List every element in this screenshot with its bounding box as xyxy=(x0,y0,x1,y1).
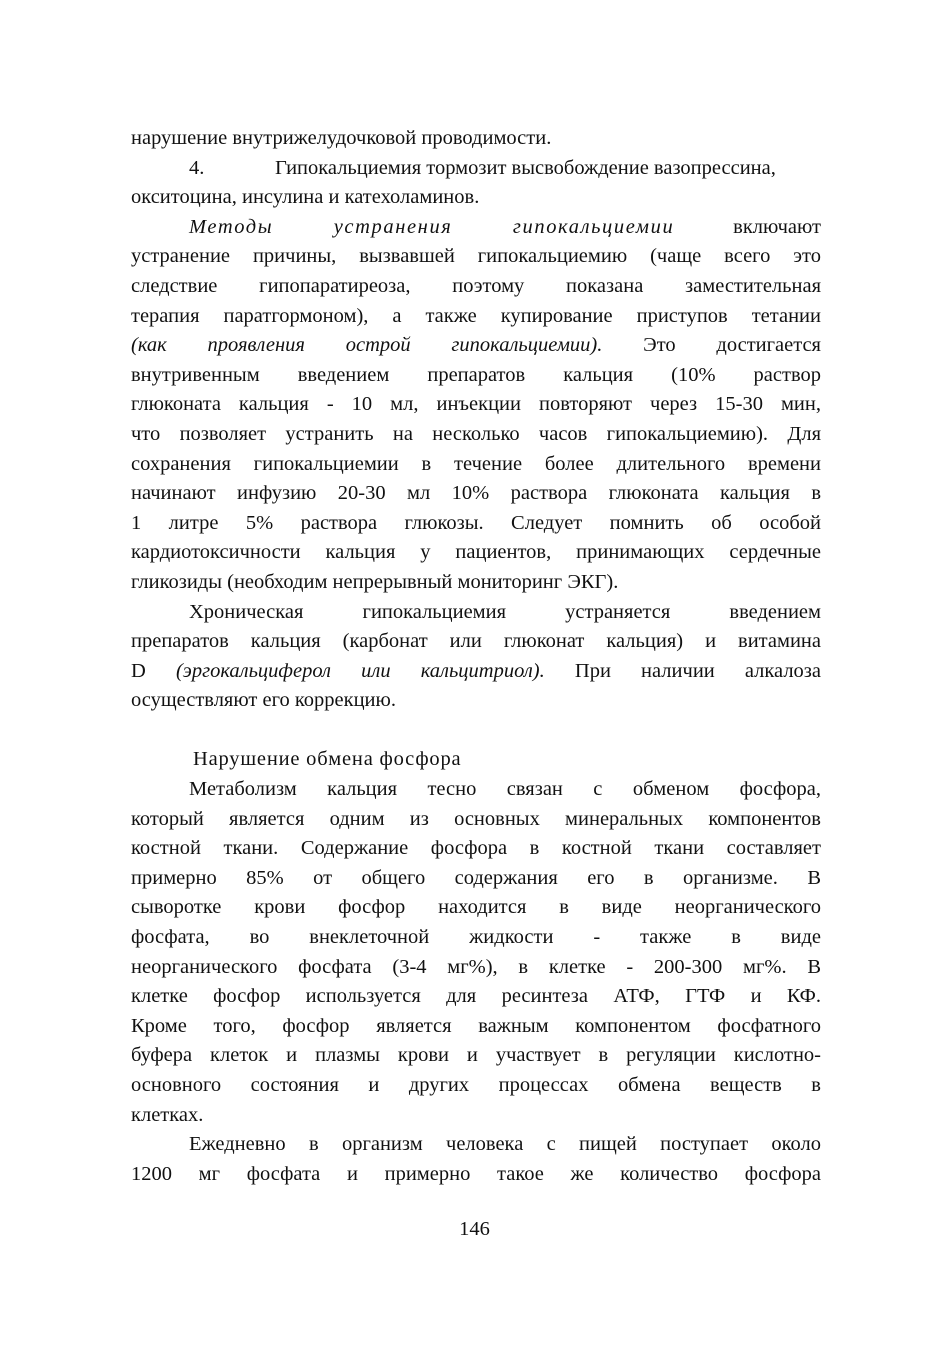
text-line: который является одним из основных минеральных компонентов xyxy=(131,807,821,830)
text-line: костной ткани. Содержание фосфора в костной ткани составляет xyxy=(131,837,821,860)
text-line: буфера клеток и плазмы крови и участвует в регуляции кислотно- xyxy=(131,1044,821,1067)
text-line: окситоцина, инсулина и катехоламинов. xyxy=(131,186,480,209)
paragraph-start: Хроническая гипокальциемия устраняется введением xyxy=(189,600,821,623)
list-item-4 xyxy=(131,154,821,184)
italic-term: (эргокальциферол или кальцитриол). xyxy=(175,659,545,682)
text-line: сыворотке крови фосфор находится в виде неорганического xyxy=(131,896,821,919)
page-body xyxy=(131,124,821,1189)
text-line-mixed xyxy=(131,657,821,687)
text-line: следствие гипопаратиреоза, поэтому показана заместительная xyxy=(131,274,821,297)
italic-term: (как проявления острой гипокальциемии). xyxy=(131,334,603,357)
text-line: Кроме того, фосфор является важным компонентом фосфатного xyxy=(131,1014,821,1037)
text-line: начинают инфузию 20-30 мл 10% раствора глюконата кальция в xyxy=(131,482,821,505)
text-line: терапия паратгормоном), а также купирование приступов тетании xyxy=(131,304,821,327)
text-line: Гипокальциемия тормозит высвобождение вазопрессина, xyxy=(275,156,776,179)
page-number: 146 xyxy=(459,1218,490,1240)
text-line: внутривенным введением препаратов кальция (10% раствор xyxy=(131,363,821,386)
paragraph-start: Ежедневно в организм человека с пищей поступает около xyxy=(189,1133,821,1156)
text-line: нарушение внутрижелудочковой проводимости. xyxy=(131,127,552,149)
section-heading: Нарушение обмена фосфора xyxy=(193,748,462,771)
text-segment: включают xyxy=(733,215,821,238)
text-line: кардиотоксичности кальция у пациентов, принимающих сердечные xyxy=(131,541,821,564)
text-line: примерно 85% от общего содержания его в организме. В xyxy=(131,866,821,889)
text-segment: D xyxy=(131,659,146,682)
paragraph-start: Метаболизм кальция тесно связан с обменом фосфора, xyxy=(189,778,821,801)
italic-term: Методы устранения гипокальциемии xyxy=(189,215,675,238)
text-line: неорганического фосфата (3-4 мг%), в клетке - 200-300 мг%. В xyxy=(131,955,821,978)
text-segment: При наличии алкалоза xyxy=(574,659,822,682)
text-line: сохранения гипокальциемии в течение более длительного времени xyxy=(131,452,821,475)
text-line: препаратов кальция (карбонат или глюконат кальция) и витамина xyxy=(131,630,821,653)
paragraph-gap xyxy=(131,716,821,746)
text-line: клетках. xyxy=(131,1103,204,1126)
text-line: глюконата кальция - 10 мл, инъекции повторяют через 15-30 мин, xyxy=(131,393,821,416)
paragraph-start xyxy=(131,213,821,243)
text-line-mixed xyxy=(131,331,821,361)
text-line: фосфата, во внеклеточной жидкости - также в виде xyxy=(131,926,821,949)
text-line: гликозиды (необходим непрерывный мониторинг ЭКГ). xyxy=(131,570,619,593)
text-line: основного состояния и других процессах обмена веществ в xyxy=(131,1074,821,1096)
text-segment: Это достигается xyxy=(643,334,821,357)
text-line: 1 литре 5% раствора глюкозы. Следует помнить об особой xyxy=(131,511,821,534)
text-line: устранение причины, вызвавшей гипокальциемию (чаще всего это xyxy=(131,245,821,268)
text-line: клетке фосфор используется для ресинтеза АТФ, ГТФ и КФ. xyxy=(131,985,821,1008)
text-line: осуществляют его коррекцию. xyxy=(131,689,396,712)
list-number: 4. xyxy=(189,156,205,179)
text-line: что позволяет устранить на несколько часов гипокальциемию). Для xyxy=(131,422,821,445)
text-line: 1200 мг фосфата и примерно такое же количество фосфора xyxy=(131,1162,821,1185)
